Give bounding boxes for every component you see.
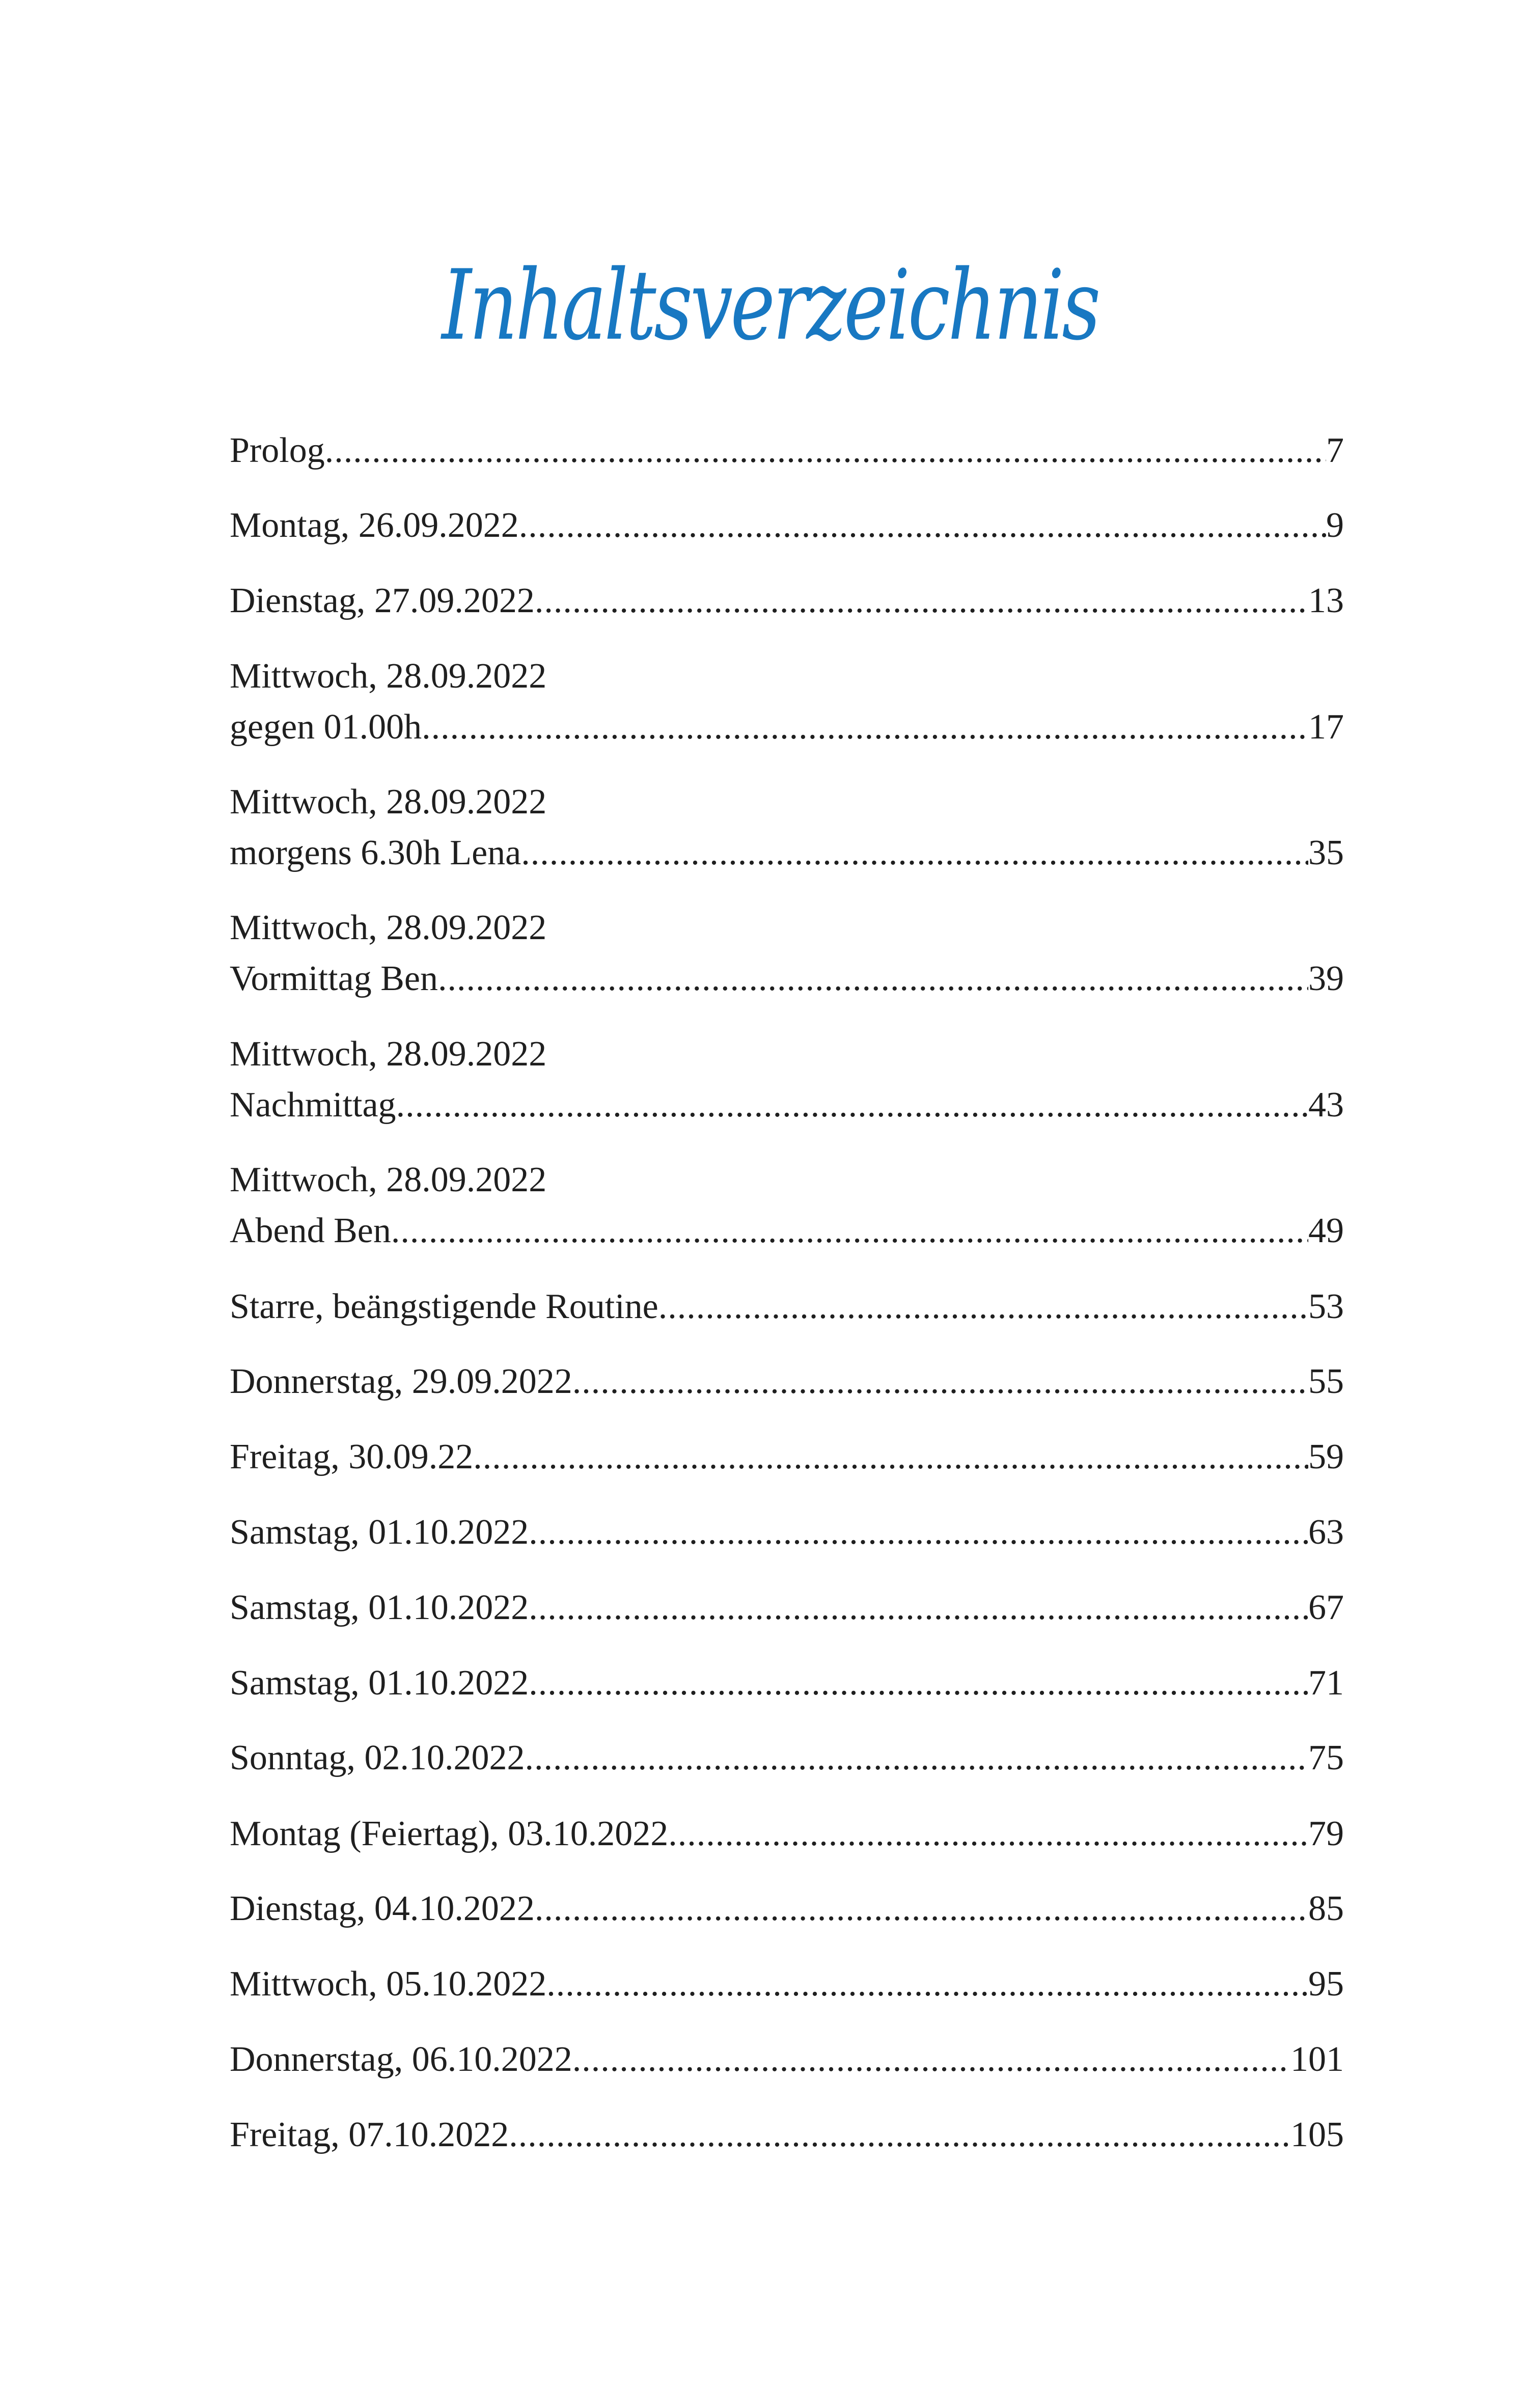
toc-entry — [230, 651, 1344, 753]
toc-entry-row — [230, 1883, 1344, 1934]
dot-leader — [546, 1959, 1308, 2010]
dot-leader — [521, 828, 1308, 879]
toc-entry-row — [230, 1733, 1344, 1784]
toc-entry-page-number: 9 — [1326, 506, 1344, 545]
toc-entry-page-number: 79 — [1308, 1814, 1344, 1853]
toc-entry-label: Sonntag, 02.10.2022 — [230, 1738, 525, 1777]
toc-entry-label: Mittwoch, 05.10.2022 — [230, 1964, 547, 2004]
toc-entry-page-number: 35 — [1308, 833, 1344, 872]
toc-entry — [230, 500, 1344, 551]
toc-entry-label: Freitag, 07.10.2022 — [230, 2115, 509, 2154]
toc-entry-label: Donnerstag, 06.10.2022 — [230, 2040, 572, 2079]
toc-entry-row — [230, 2034, 1344, 2085]
toc-entry-row — [230, 702, 1344, 753]
dot-leader — [535, 1883, 1308, 1934]
toc-entry-date: Mittwoch, 28.09.2022 — [230, 656, 547, 696]
toc-entry-page-number: 39 — [1308, 959, 1344, 998]
toc-entry-label: Samstag, 01.10.2022 — [230, 1513, 529, 1552]
toc-entry-row — [230, 828, 1344, 879]
toc-entry — [230, 777, 1344, 879]
toc-entry-row — [230, 1809, 1344, 1859]
toc-entry-page-number: 7 — [1326, 431, 1344, 470]
toc-entry-page-number: 59 — [1308, 1437, 1344, 1476]
toc-entry — [230, 576, 1344, 626]
toc-entry-label: Nachmittag — [230, 1085, 396, 1125]
toc-entry — [230, 1507, 1344, 1558]
toc-entry — [230, 1883, 1344, 1934]
dot-leader — [391, 1206, 1308, 1256]
dot-leader — [529, 1658, 1308, 1709]
toc-entry-page-number: 101 — [1290, 2040, 1344, 2079]
toc-entry — [230, 1658, 1344, 1709]
toc-entry-date: Mittwoch, 28.09.2022 — [230, 782, 547, 822]
toc-entry-row — [230, 1582, 1344, 1633]
toc-entry-page-number: 43 — [1308, 1085, 1344, 1125]
toc-entry-label: Donnerstag, 29.09.2022 — [230, 1362, 572, 1401]
dot-leader — [438, 953, 1308, 1004]
toc-title: Inhaltsverzeichnis — [442, 249, 1098, 362]
toc-entry-label: Montag (Feiertag), 03.10.2022 — [230, 1814, 669, 1853]
toc-entry-page-number: 105 — [1290, 2115, 1344, 2154]
toc-entry-row — [230, 953, 1344, 1004]
dot-leader — [422, 702, 1308, 753]
toc-entry-label: gegen 01.00h — [230, 707, 422, 747]
dot-leader — [525, 1733, 1308, 1784]
toc-entry — [230, 1959, 1344, 2010]
toc-entry-row — [230, 1206, 1344, 1256]
toc-entry-label: Samstag, 01.10.2022 — [230, 1588, 529, 1627]
toc-entry-row — [230, 425, 1344, 476]
dot-leader — [325, 425, 1326, 476]
toc-entry-row — [230, 500, 1344, 551]
toc-entry-page-number: 95 — [1308, 1964, 1344, 2004]
toc-entry-row — [230, 1080, 1344, 1131]
toc-entry-page-number: 53 — [1308, 1287, 1344, 1326]
toc-entry-row — [230, 1281, 1344, 1332]
toc-entry-page-number: 63 — [1308, 1513, 1344, 1552]
toc-entry-label: Samstag, 01.10.2022 — [230, 1663, 529, 1703]
toc-entry-date: Mittwoch, 28.09.2022 — [230, 1034, 547, 1074]
toc-entry — [230, 2034, 1344, 2085]
toc-entry — [230, 1733, 1344, 1784]
toc-entry-row — [230, 1658, 1344, 1709]
toc-entry — [230, 1281, 1344, 1332]
toc-entry — [230, 1155, 1344, 1256]
toc-entry-page-number: 75 — [1308, 1738, 1344, 1777]
toc-entry-date: Mittwoch, 28.09.2022 — [230, 1160, 547, 1199]
toc-entry — [230, 1029, 1344, 1131]
toc-entry — [230, 1809, 1344, 1859]
toc-entry — [230, 1356, 1344, 1407]
toc-entry-page-number: 55 — [1308, 1362, 1344, 1401]
toc-entry-page-number: 85 — [1308, 1889, 1344, 1928]
dot-leader — [572, 1356, 1308, 1407]
toc-entry-label: Prolog — [230, 431, 325, 470]
toc-entry-row — [230, 1959, 1344, 2010]
toc-entry-row — [230, 1356, 1344, 1407]
toc-entry-row — [230, 2110, 1344, 2160]
toc-entry — [230, 2110, 1344, 2160]
toc-entry-label: Dienstag, 04.10.2022 — [230, 1889, 535, 1928]
toc-entry-label: Starre, beängstigende Routine — [230, 1287, 658, 1326]
toc-entry — [230, 1582, 1344, 1633]
toc-entry-page-number: 71 — [1308, 1663, 1344, 1703]
toc-entry-page-number: 13 — [1308, 581, 1344, 620]
toc-entry-label: Vormittag Ben — [230, 959, 438, 998]
dot-leader — [668, 1809, 1308, 1859]
toc-entry-page-number: 49 — [1308, 1211, 1344, 1250]
toc-entry-row — [230, 1432, 1344, 1483]
toc-entry-row — [230, 1507, 1344, 1558]
toc-entry-label: Freitag, 30.09.22 — [230, 1437, 474, 1476]
toc-entry-date: Mittwoch, 28.09.2022 — [230, 908, 547, 947]
toc-entry-label: Abend Ben — [230, 1211, 391, 1250]
dot-leader — [658, 1281, 1308, 1332]
toc-entry-row — [230, 576, 1344, 626]
dot-leader — [473, 1432, 1308, 1483]
toc-entry-label: Dienstag, 27.09.2022 — [230, 581, 535, 620]
toc-entry-label: morgens 6.30h Lena — [230, 833, 521, 872]
toc-entry — [230, 1432, 1344, 1483]
dot-leader — [396, 1080, 1308, 1131]
dot-leader — [529, 1507, 1308, 1558]
dot-leader — [529, 1582, 1308, 1633]
dot-leader — [519, 500, 1326, 551]
toc-entry — [230, 902, 1344, 1004]
toc-entry-label: Montag, 26.09.2022 — [230, 506, 519, 545]
toc-entry — [230, 425, 1344, 476]
dot-leader — [572, 2034, 1290, 2085]
dot-leader — [535, 576, 1308, 626]
dot-leader — [509, 2110, 1290, 2160]
toc-entry-page-number: 67 — [1308, 1588, 1344, 1627]
toc-entry-page-number: 17 — [1308, 707, 1344, 747]
